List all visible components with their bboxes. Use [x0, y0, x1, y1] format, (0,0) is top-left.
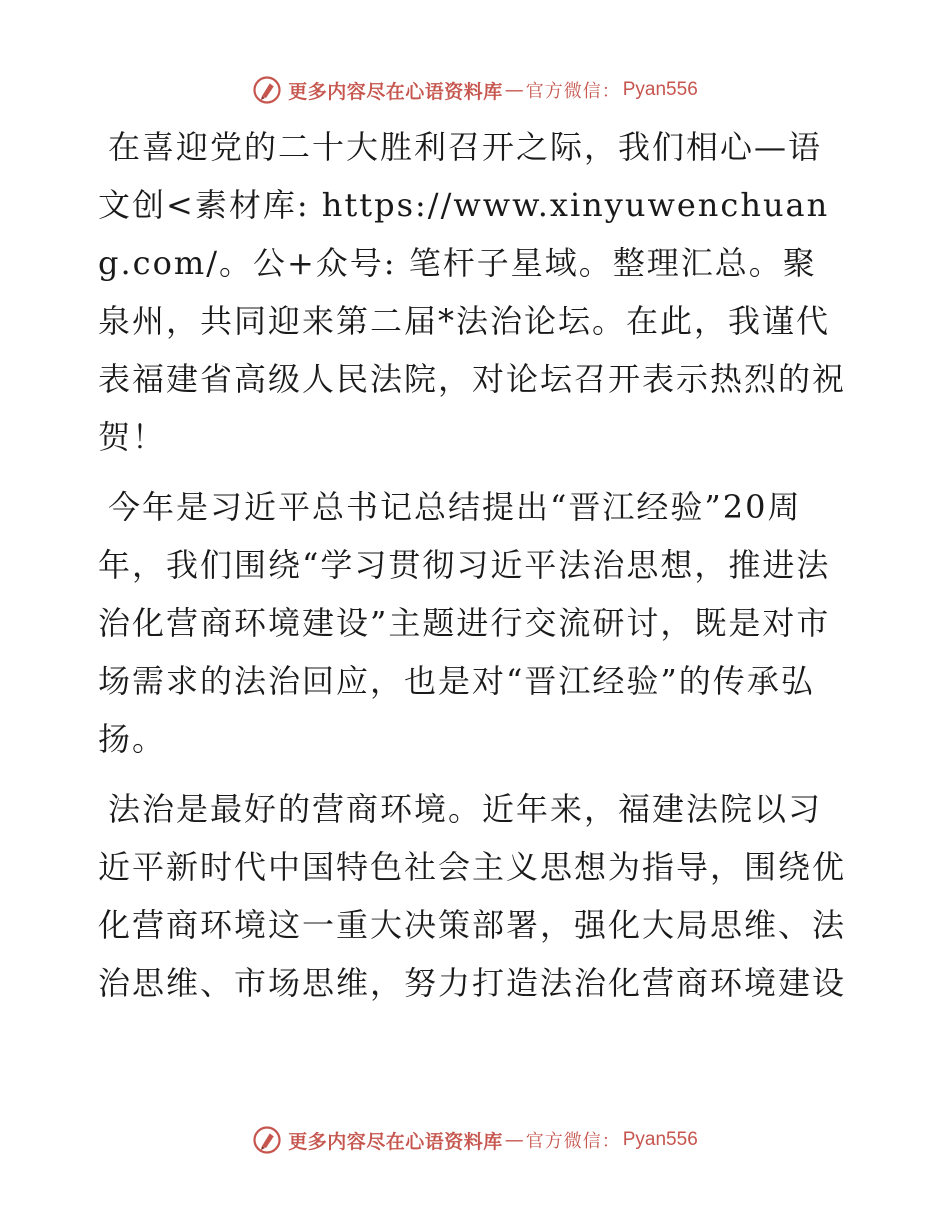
paragraph-1: 在喜迎党的二十大胜利召开之际，我们相心—语文创<素材库: https://www.xinyuwenchuang.com/。公+众号: 笔杆子星域。整理汇总。聚泉州，共同迎来第二届*法治论坛。在此，我谨代表福建省高级人民法院，对论坛召开表示热烈的祝贺！ — [98, 128, 847, 456]
paragraph-3: 法治是最好的营商环境。近年来，福建法院以习近平新时代中国特色社会主义思想为指导，围绕优化营商环境这一重大决策部署，强化大局思维、法治思维、市场思维，努力打造法治化营商环境建设 — [98, 790, 847, 1002]
document-body — [98, 118, 850, 1024]
header-wechat-label: 官方微信： — [525, 81, 621, 102]
footer-wechat-label: 官方微信： — [525, 1131, 621, 1152]
header-separator: — — [504, 79, 524, 101]
header-watermark-banner — [0, 70, 950, 110]
footer-slogan: 更多内容尽在心语资料库 — [288, 1130, 503, 1153]
footer-watermark-banner — [0, 1120, 950, 1160]
paragraph-2: 今年是习近平总书记总结提出“晋江经验”20周年，我们围绕“学习贯彻习近平法治思想，推进法治化营商环境建设”主题进行交流研讨，既是对市场需求的法治回应，也是对“晋江经验”的传承弘扬。 — [98, 488, 831, 758]
pen-logo-icon — [252, 75, 282, 105]
header-slogan: 更多内容尽在心语资料库 — [288, 80, 503, 103]
header-wechat-id: Pyan556 — [622, 79, 698, 100]
footer-wechat-id: Pyan556 — [622, 1129, 698, 1150]
pen-logo-icon — [252, 1125, 282, 1155]
footer-separator: — — [504, 1129, 524, 1151]
